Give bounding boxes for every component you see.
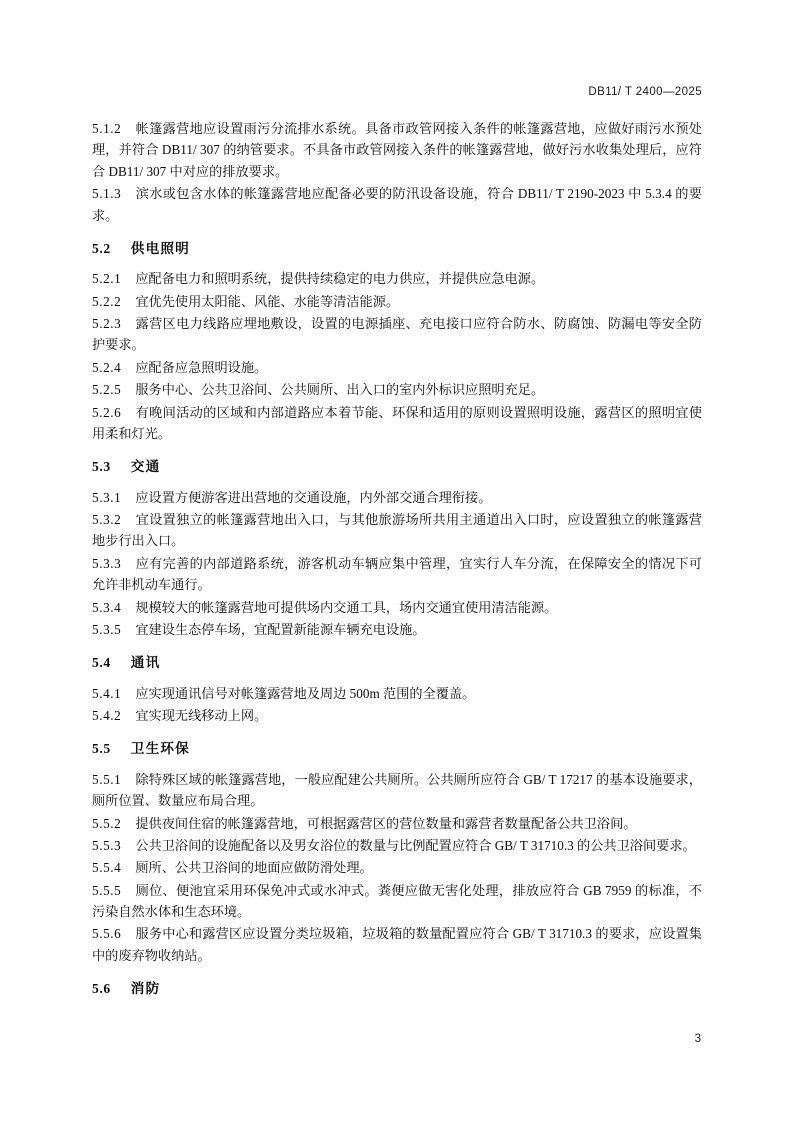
section-heading	[92, 979, 702, 999]
clause-paragraph	[92, 379, 702, 400]
clause-text: 应配备电力和照明系统，提供持续稳定的电力供应，并提供应急电源。	[135, 271, 545, 287]
section-title: 供电照明	[130, 240, 190, 256]
clause-paragraph	[92, 835, 702, 856]
section-heading	[92, 739, 702, 759]
clause-paragraph	[92, 857, 702, 878]
clause-number: 5.1.2	[92, 121, 122, 136]
clause-text: 有晚间活动的区域和内部道路应本着节能、环保和适用的原则设置照明设施，露营区的照明宜使用柔和灯光。	[92, 404, 702, 441]
section-number: 5.6	[92, 981, 111, 997]
clause-number: 5.2.6	[92, 404, 122, 420]
clause-paragraph	[92, 313, 702, 356]
clause-paragraph	[92, 291, 702, 312]
clause-paragraph	[92, 553, 702, 596]
section-heading	[92, 653, 702, 673]
clause-text: 应有完善的内部道路系统，游客机动车辆应集中管理，宜实行人车分流，在保障安全的情况下可允许非机动车通行。	[92, 555, 702, 593]
clause-number: 5.2.2	[92, 293, 122, 309]
clause-paragraph	[92, 597, 702, 618]
clause-number: 5.4.2	[92, 708, 122, 724]
clause-paragraph	[92, 487, 702, 508]
standard-id: DB11/ T 2400—2025	[588, 86, 702, 98]
section-number: 5.3	[92, 459, 111, 475]
clause-text: 服务中心、公共卫浴间、公共厕所、出入口的室内外标识应照明充足。	[135, 382, 545, 398]
clause-number: 5.2.5	[92, 382, 122, 398]
clause-number: 5.2.4	[92, 359, 122, 375]
clause-text: 露营区电力线路应埋地敷设，设置的电源插座、充电接口应符合防水、防腐蚀、防漏电等安全防护要求。	[92, 316, 702, 353]
clause-paragraph	[92, 813, 702, 834]
clause-number: 5.5.4	[92, 860, 122, 876]
document-body	[92, 118, 702, 1000]
clause-number: 5.4.1	[92, 685, 122, 701]
section-title: 交通	[130, 459, 161, 475]
clause-paragraph	[92, 402, 702, 445]
clause-text: 宜设置独立的帐篷露营地出入口，与其他旅游场所共用主通道出入口时，应设置独立的帐篷露营地步行出入口。	[92, 512, 702, 549]
clause-paragraph	[92, 619, 702, 640]
clause-number: 5.3.1	[92, 489, 122, 505]
clause-paragraph	[92, 683, 702, 704]
clause-text: 厕所、公共卫浴间的地面应做防滑处理。	[135, 860, 373, 876]
clause-paragraph	[92, 118, 702, 182]
clause-text: 公共卫浴间的设施配备以及男女浴位的数量与比例配置应符合 GB/ T 31710.3 的公共卫浴间要求。	[135, 837, 696, 853]
clause-number: 5.5.6	[92, 926, 122, 942]
clause-paragraph	[92, 183, 702, 226]
clause-text: 应实现通讯信号对帐篷露营地及周边 500m 范围的全覆盖。	[135, 685, 476, 701]
section-number: 5.5	[92, 741, 111, 757]
clause-text: 厕位、便池宜采用环保免冲式或水冲式。粪便应做无害化处理，排放应符合 GB 7959 的标准，不污染自然水体和生态环境。	[92, 882, 702, 920]
clause-text: 服务中心和露营区应设置分类垃圾箱，垃圾箱的数量配置应符合 GB/ T 31710.3 的要求，应设置集中的废弃物收纳站。	[92, 926, 702, 963]
section-number: 5.4	[92, 655, 111, 671]
section-heading	[92, 239, 702, 259]
clause-paragraph	[92, 769, 702, 812]
clause-number: 5.3.2	[92, 512, 122, 528]
clause-paragraph	[92, 357, 702, 378]
clause-paragraph	[92, 268, 702, 289]
clause-paragraph	[92, 705, 702, 726]
page-content	[92, 86, 702, 1009]
section-number: 5.2	[92, 240, 111, 256]
clause-number: 5.5.3	[92, 837, 122, 853]
clause-text: 规模较大的帐篷露营地可提供场内交通工具，场内交通宜使用清洁能源。	[135, 599, 558, 615]
clause-text: 应设置方便游客进出营地的交通设施，内外部交通合理衔接。	[135, 489, 492, 505]
page-number: 3	[694, 1033, 701, 1045]
page-header	[92, 86, 702, 98]
clause-number: 5.3.3	[92, 555, 122, 571]
clause-text: 提供夜间住宿的帐篷露营地，可根据露营区的营位数量和露营者数量配备公共卫浴间。	[135, 815, 637, 831]
section-heading	[92, 457, 702, 477]
section-title: 通讯	[130, 655, 161, 671]
clause-text: 宜实现无线移动上网。	[135, 708, 268, 724]
clause-number: 5.2.1	[92, 271, 122, 287]
clause-text: 宜优先使用太阳能、风能、水能等清洁能源。	[135, 293, 400, 309]
clause-number: 5.1.3	[92, 186, 122, 202]
clause-text: 宜建设生态停车场，宜配置新能源车辆充电设施。	[135, 621, 426, 637]
clause-number: 5.5.2	[92, 815, 122, 831]
clause-number: 5.5.5	[92, 882, 122, 898]
clause-paragraph	[92, 509, 702, 552]
clause-text: 除特殊区域的帐篷露营地，一般应配建公共厕所。公共厕所应符合 GB/ T 17217 的基本设施要求，厕所位置、数量应布局合理。	[92, 771, 702, 809]
clause-number: 5.3.5	[92, 621, 122, 637]
section-title: 消防	[130, 981, 161, 997]
clause-text: 滨水或包含水体的帐篷露营地应配备必要的防汛设备设施，符合 DB11/ T 2190-2023 中 5.3.4 的要求。	[92, 186, 702, 223]
clause-text: 应配备应急照明设施。	[135, 359, 268, 375]
clause-number: 5.2.3	[92, 316, 122, 332]
section-title: 卫生环保	[130, 741, 190, 757]
clause-paragraph	[92, 923, 702, 966]
clause-number: 5.3.4	[92, 599, 122, 615]
clause-number: 5.5.1	[92, 771, 122, 787]
clause-paragraph	[92, 880, 702, 923]
clause-text: 帐篷露营地应设置雨污分流排水系统。具备市政管网接入条件的帐篷露营地，应做好雨污水预处理，并符合 DB11/ 307 的纳管要求。不具备市政管网接入条件的帐篷露营地，做好污水收集处理后，应符合 DB11/ 307 中对应的排放要求。	[92, 121, 702, 179]
